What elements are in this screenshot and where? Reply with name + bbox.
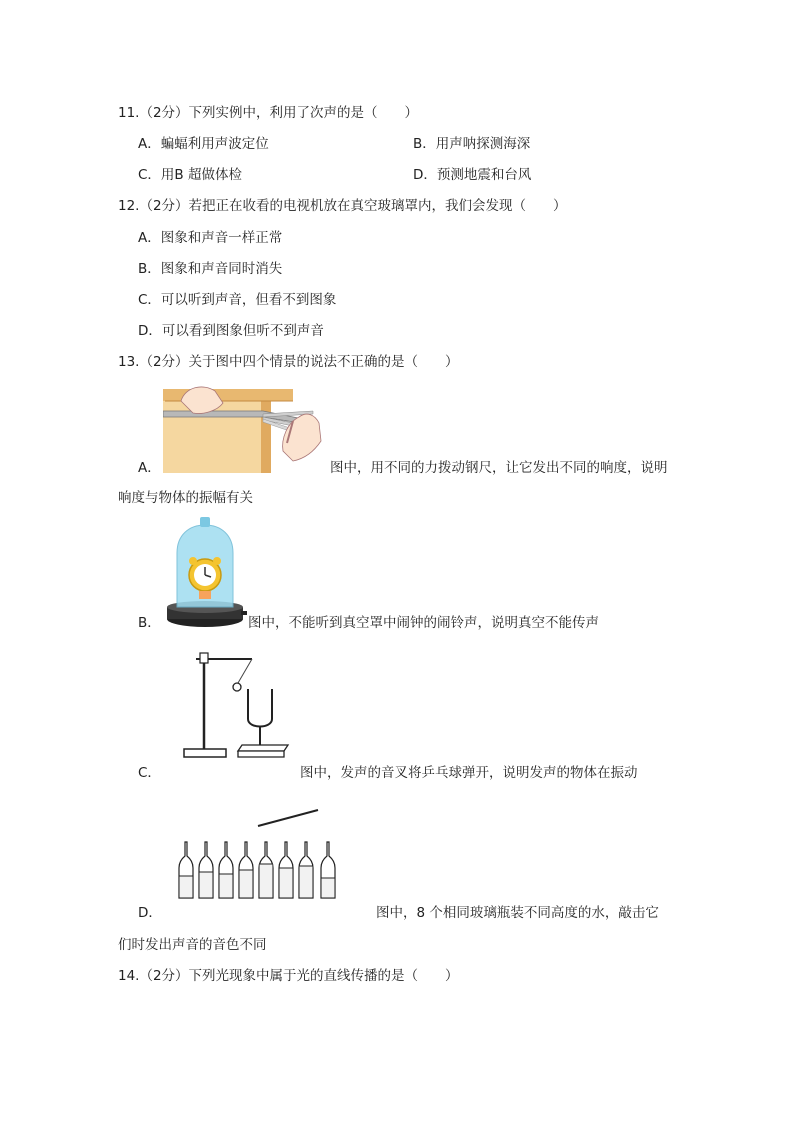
bottle-5 [259, 842, 273, 898]
bottle-2 [199, 842, 213, 898]
q11-option-a: A．蝙蝠利用声波定位 [138, 136, 269, 152]
q12-option-d: D．可以看到图象但听不到声音 [138, 323, 324, 339]
ruler-vibration-figure [163, 381, 323, 473]
bottle-1 [179, 842, 193, 898]
question-12-stem: 12.（2分）若把正在收看的电视机放在真空玻璃罩内，我们会发现（ ） [118, 198, 567, 214]
eight-bottles-figure [176, 806, 342, 902]
bottle-7 [299, 842, 313, 898]
q11-option-b: B．用声呐探测海深 [413, 136, 531, 152]
question-13-stem: 13.（2分）关于图中四个情景的说法不正确的是（ ） [118, 354, 459, 370]
q12-option-c: C．可以听到声音，但看不到图象 [138, 292, 337, 308]
q13-option-a-letter: A． [138, 460, 161, 476]
q13-option-d-letter: D． [138, 905, 162, 921]
q13-option-b-letter: B． [138, 615, 161, 631]
q13-option-d-text-cont: 们时发出声音的音色不同 [118, 937, 267, 953]
bottle-3 [219, 842, 233, 898]
q11-option-d: D．预测地震和台风 [413, 167, 532, 183]
q12-option-b: B．图象和声音同时消失 [138, 261, 283, 277]
bell-jar-alarm-figure [163, 515, 247, 630]
q13-option-a-text-cont: 响度与物体的振幅有关 [118, 490, 253, 506]
q13-option-a-text: 图中，用不同的力拨动钢尺，让它发出不同的响度，说明 [330, 460, 668, 476]
question-14-stem: 14.（2分）下列光现象中属于光的直线传播的是（ ） [118, 968, 459, 984]
tuning-fork-ball-figure [180, 645, 300, 765]
bottle-4 [239, 842, 253, 898]
q13-option-b-text: 图中，不能听到真空罩中闹钟的闹铃声，说明真空不能传声 [248, 615, 599, 631]
q13-option-d-text: 图中，8 个相同玻璃瓶装不同高度的水，敲击它 [376, 905, 659, 921]
q13-option-c-text: 图中，发声的音叉将乒乓球弹开，说明发声的物体在振动 [300, 765, 638, 781]
q12-option-a: A．图象和声音一样正常 [138, 230, 283, 246]
q11-option-c: C．用B 超做体检 [138, 167, 242, 183]
q13-option-c-letter: C． [138, 765, 161, 781]
question-11-stem: 11.（2分）下列实例中，利用了次声的是（ ） [118, 105, 419, 121]
bottle-8 [321, 842, 335, 898]
bottle-6 [279, 842, 293, 898]
